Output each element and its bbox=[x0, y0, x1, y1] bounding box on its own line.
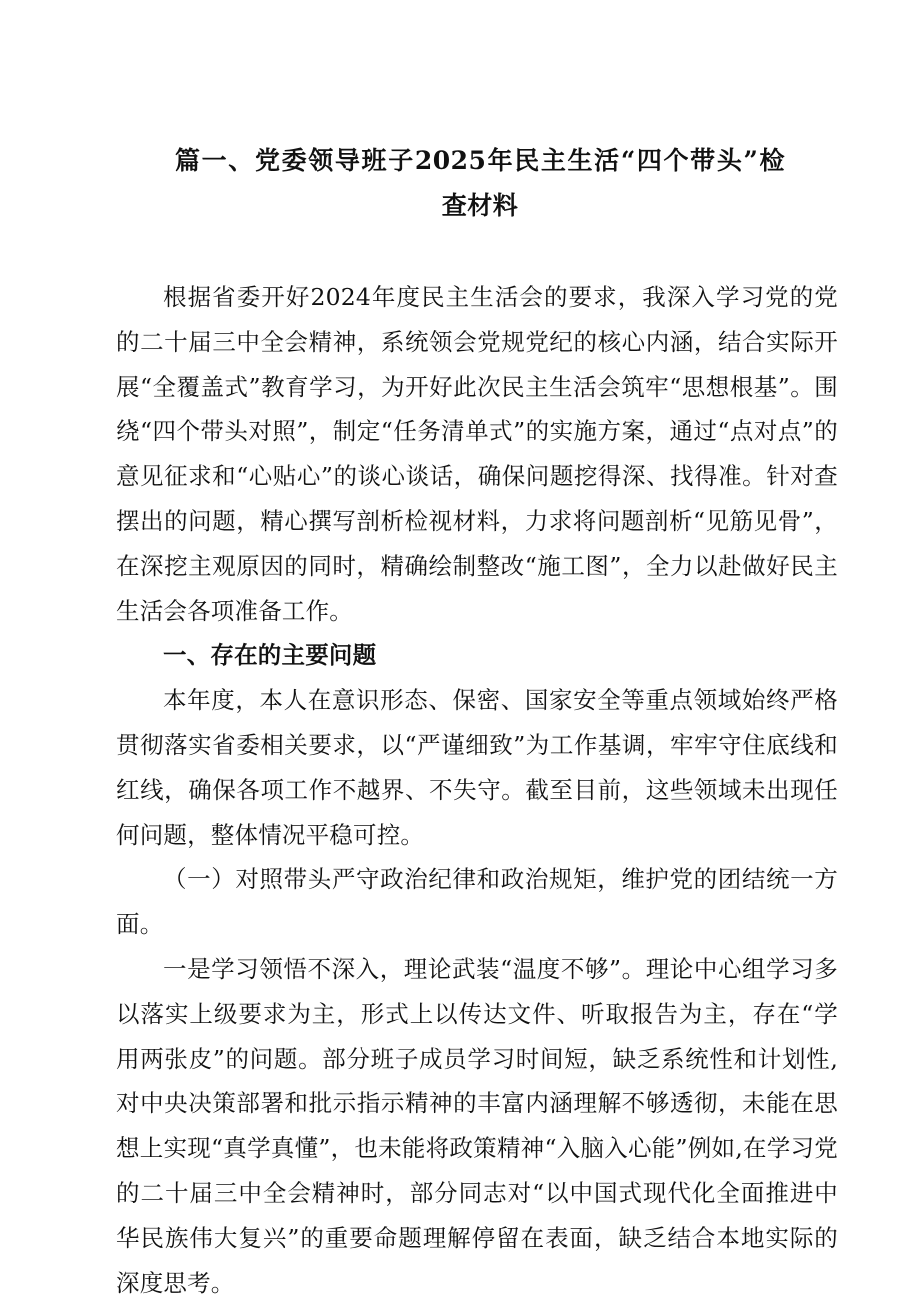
subsection-heading: （一）对照带头严守政治纪律和政治规矩，维护党的团结统一方面。 bbox=[116, 865, 838, 939]
issue-paragraph: 一是学习领悟不深入，理论武装“温度不够”。理论中心组学习多以落实上级要求为主，形式上以传达文件、听取报告为主，存在“学用两张皮”的问题。部分班子成员学习时间短，缺乏系统性和计划性,对中央决策部署和批示指示精神的丰富内涵理解不够透彻，未能在思想上实现“真学真懂”，也未能将政策精神“入脑入心能”例如,在学习党的二十届三中全会精神时，部分同志对“以中国式现代化全面推进中华民族伟大复兴”的重要命题理解停留在表面，缺乏结合本地实际的深度思考。 bbox=[116, 954, 838, 1297]
intro-paragraph: 根据省委开好2024年度民主生活会的要求，我深入学习党的党的二十届三中全会精神，系统领会党规党纪的核心内涵，结合实际开展“全覆盖式”教育学习，为开好此次民主生活会筑牢“思想根基”。围绕“四个带头对照”，制定“任务清单式”的实施方案，通过“点对点”的意见征求和“心贴心”的谈心谈话，确保问题挖得深、找得准。针对查摆出的问题，精心撰写剖析检视材料，力求将问题剖析“见筋见骨”，在深挖主观原因的同时，精确绘制整改“施工图”，全力以赴做好民主生活会各项准备工作。 bbox=[116, 283, 838, 625]
overview-paragraph: 本年度，本人在意识形态、保密、国家安全等重点领域始终严格贯彻落实省委相关要求，以“严谨细致”为工作基调，牢牢守住底线和红线，确保各项工作不越界、不失守。截至目前，这些领域未出现任何问题，整体情况平稳可控。 bbox=[116, 686, 838, 849]
section-heading: 一、存在的主要问题 bbox=[163, 641, 377, 670]
document-body bbox=[116, 275, 838, 1305]
document-title: 篇一、党委领导班子2025年民主生活“四个带头”检查材料 bbox=[175, 146, 785, 220]
